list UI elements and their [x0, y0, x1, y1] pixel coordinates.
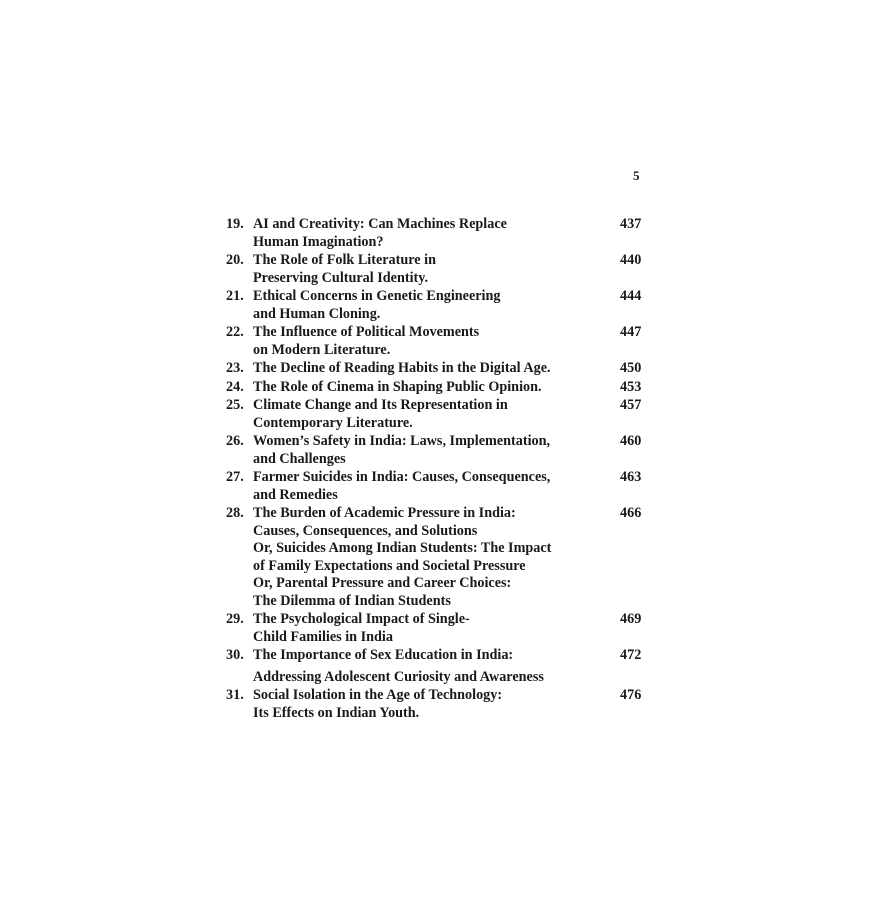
entry-title-line: Its Effects on Indian Youth. [253, 704, 420, 721]
entry-title-line: Women’s Safety in India: Laws, Implementation, [253, 433, 551, 449]
entry-title [253, 288, 598, 323]
entry-title-line: The Psychological Impact of Single- [253, 611, 470, 627]
toc-entry-20 [226, 252, 646, 287]
entry-title [253, 252, 598, 287]
entry-title [253, 324, 598, 359]
entry-title-line: and Challenges [253, 450, 346, 467]
entry-number: 26. [226, 433, 244, 449]
entry-title-line: Or, Suicides Among Indian Students: The Impact [253, 540, 552, 556]
toc-entry-25 [226, 397, 646, 432]
entry-title-line: Contemporary Literature. [253, 414, 413, 431]
entry-title-line: Or, Parental Pressure and Career Choices: [253, 575, 512, 591]
entry-number: 19. [226, 216, 244, 232]
entry-page-number: 440 [620, 252, 642, 268]
entry-page-number: 476 [620, 687, 642, 703]
toc-entry-28 [226, 505, 646, 610]
entry-number: 29. [226, 611, 244, 627]
entry-number: 21. [226, 288, 244, 304]
entry-title-line: Causes, Consequences, and Solutions [253, 522, 478, 539]
entry-title [253, 216, 598, 251]
entry-title-line: on Modern Literature. [253, 341, 391, 358]
entry-title-line: Climate Change and Its Representation in [253, 397, 508, 413]
entry-number: 23. [226, 360, 244, 376]
entry-number: 30. [226, 647, 244, 663]
entry-number: 27. [226, 469, 244, 485]
entry-title [253, 397, 598, 432]
toc-entry-21 [226, 288, 646, 323]
toc-entry-24 [226, 379, 646, 397]
entry-number: 28. [226, 505, 244, 521]
entry-title-line: The Role of Folk Literature in [253, 252, 436, 268]
page-number: 5 [633, 168, 640, 183]
entry-title-line: and Human Cloning. [253, 305, 381, 322]
entry-number: 25. [226, 397, 244, 413]
toc-entry-29 [226, 611, 646, 646]
toc-entry-31 [226, 687, 646, 722]
entry-page-number: 463 [620, 469, 642, 485]
entry-title-line: Human Imagination? [253, 233, 384, 250]
toc-entry-27 [226, 469, 646, 504]
entry-title [253, 360, 598, 378]
entry-number: 31. [226, 687, 244, 703]
entry-title-line: Addressing Adolescent Curiosity and Awareness [253, 668, 544, 685]
entry-title-line: and Remedies [253, 486, 338, 503]
entry-title [253, 379, 598, 397]
entry-page-number: 453 [620, 378, 642, 395]
entry-title-line: The Dilemma of Indian Students [253, 592, 451, 609]
entry-page-number: 450 [620, 360, 642, 376]
entry-number: 22. [226, 324, 244, 340]
entry-page-number: 444 [620, 288, 642, 304]
toc-entry-30 [226, 647, 646, 686]
entry-title-line: The Role of Cinema in Shaping Public Opinion. [253, 378, 542, 395]
entry-title [253, 505, 598, 610]
toc-entry-19 [226, 216, 646, 251]
toc-entry-26 [226, 433, 646, 468]
entry-title [253, 647, 598, 686]
entry-title-line: Social Isolation in the Age of Technology: [253, 687, 503, 703]
entry-page-number: 457 [620, 397, 642, 413]
entry-number: 20. [226, 252, 244, 268]
entry-page-number: 472 [620, 647, 642, 663]
entry-page-number: 437 [620, 216, 642, 232]
entry-page-number: 466 [620, 505, 642, 521]
entry-title-line: Ethical Concerns in Genetic Engineering [253, 288, 501, 304]
entry-title-line: AI and Creativity: Can Machines Replace [253, 216, 507, 232]
entry-title-line: of Family Expectations and Societal Pressure [253, 557, 526, 574]
entry-title-line: The Influence of Political Movements [253, 324, 480, 340]
entry-title-line: Preserving Cultural Identity. [253, 269, 429, 286]
entry-page-number: 460 [620, 433, 642, 449]
entry-page-number: 469 [620, 611, 642, 627]
entry-title [253, 611, 598, 646]
entry-number: 24. [226, 378, 244, 395]
toc-entry-23 [226, 360, 646, 378]
entry-title-line: Child Families in India [253, 628, 393, 645]
entry-title-line: The Decline of Reading Habits in the Digital Age. [253, 360, 551, 376]
entry-title-line: Farmer Suicides in India: Causes, Consequences, [253, 469, 551, 485]
entry-title-line: The Burden of Academic Pressure in India: [253, 505, 516, 521]
entry-title [253, 469, 598, 504]
toc-entry-22 [226, 324, 646, 359]
entry-title [253, 687, 598, 722]
entry-title-line: The Importance of Sex Education in India: [253, 647, 514, 663]
entry-title [253, 433, 598, 468]
table-of-contents [226, 216, 646, 723]
entry-page-number: 447 [620, 324, 642, 340]
